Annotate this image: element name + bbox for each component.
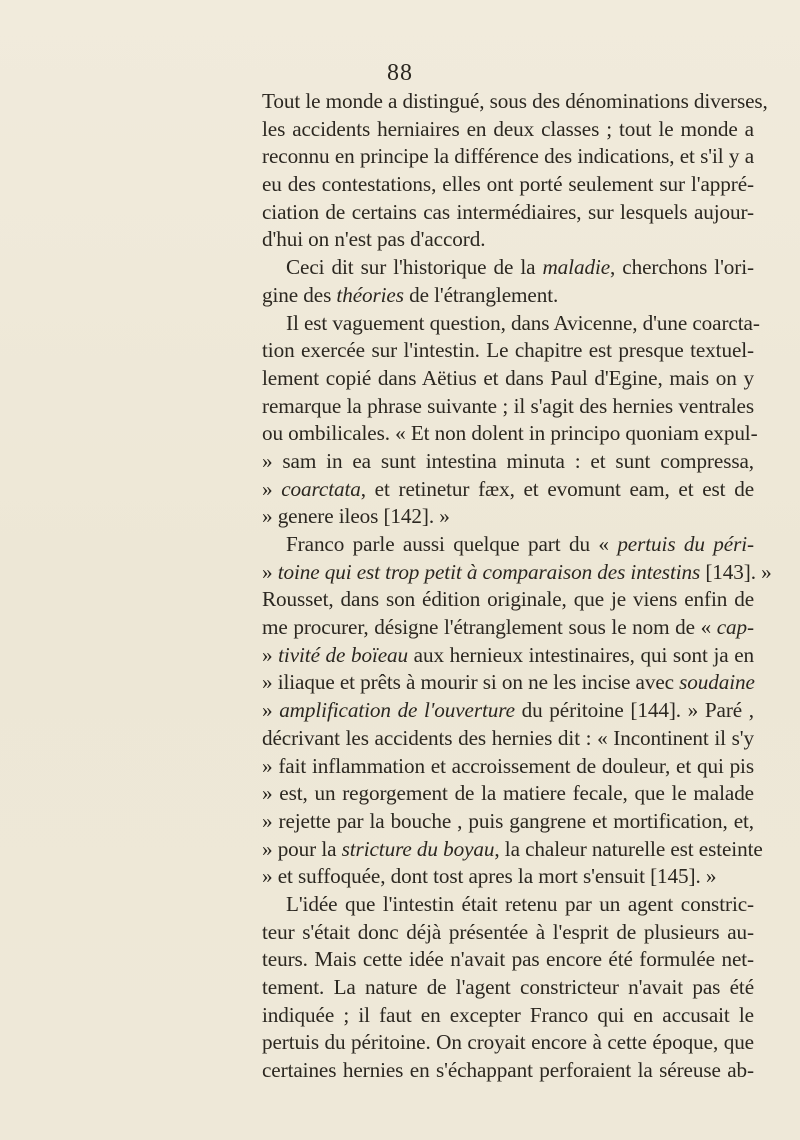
- text-line: tion exercée sur l'intestin. Le chapitre est presque textuel-: [262, 338, 754, 363]
- text-line: Franco parle aussi quelque part du « pertuis du péri-: [286, 532, 754, 556]
- text-line: Il est vaguement question, dans Avicenne, d'une coarcta-: [286, 310, 760, 335]
- text-line: » rejette par la bouche , puis gangrene et mortification, et,: [262, 808, 754, 833]
- page-number: 88: [387, 60, 413, 86]
- text-line: certaines hernies en s'échappant perforaient la séreuse ab-: [262, 1058, 754, 1083]
- body-text: [262, 88, 772, 1085]
- text-line: indiquée ; il faut en excepter Franco qui en accusait le: [262, 1002, 754, 1027]
- text-line: » iliaque et prêts à mourir si on ne les incise avec soudaine: [262, 670, 755, 695]
- text-line: me procurer, désigne l'étranglement sous le nom de « cap-: [262, 615, 754, 640]
- text-line: Ceci dit sur l'historique de la maladie, cherchons l'ori-: [286, 255, 754, 280]
- text-line: » pour la stricture du boyau, la chaleur naturelle est esteinte: [262, 836, 763, 861]
- text-line: ciation de certains cas intermédiaires, sur lesquels aujour-: [262, 199, 754, 224]
- text-line: eu des contestations, elles ont porté seulement sur l'appré-: [262, 172, 754, 197]
- text-line: » sam in ea sunt intestina minuta : et sunt compressa,: [262, 448, 754, 473]
- text-line: » amplification de l'ouverture du péritoine [144]. » Paré ,: [262, 698, 754, 723]
- text-line: tement. La nature de l'agent constricteur n'avait pas été: [262, 975, 754, 999]
- text-line: » genere ileos [142]. »: [262, 504, 450, 529]
- text-line: teur s'était donc déjà présentée à l'esprit de plusieurs au-: [262, 919, 754, 944]
- text-line: ou ombilicales. « Et non dolent in principo quoniam expul-: [262, 421, 758, 446]
- text-line: Tout le monde a distingué, sous des dénominations diverses,: [262, 89, 768, 113]
- text-line: » est, un regorgement de la matiere fecale, que le malade: [262, 781, 754, 806]
- text-line: décrivant les accidents des hernies dit : « Incontinent il s'y: [262, 725, 754, 750]
- text-line: les accidents herniaires en deux classes ; tout le monde a: [262, 116, 754, 141]
- text-line: remarque la phrase suivante ; il s'agit des hernies ventrales: [262, 393, 754, 418]
- text-line: Rousset, dans son édition originale, que je viens enfin de: [262, 587, 754, 612]
- text-line: reconnu en principe la différence des indications, et s'il y a: [262, 144, 754, 169]
- text-line: » toine qui est trop petit à comparaison des intestins [143]. »: [262, 559, 772, 584]
- text-line: teurs. Mais cette idée n'avait pas encore été formulée net-: [262, 947, 754, 972]
- text-line: » tivité de boïeau aux hernieux intestinaires, qui sont ja en: [262, 642, 754, 667]
- text-line: » fait inflammation et accroissement de douleur, et qui pis: [262, 753, 754, 778]
- text-line: pertuis du péritoine. On croyait encore à cette époque, que: [262, 1030, 754, 1055]
- text-line: lement copié dans Aëtius et dans Paul d'Egine, mais on y: [262, 365, 754, 390]
- text-line: L'idée que l'intestin était retenu par un agent constric-: [286, 891, 754, 916]
- text-line: d'hui on n'est pas d'accord.: [262, 227, 486, 252]
- text-line: » et suffoquée, dont tost apres la mort s'ensuit [145]. »: [262, 864, 717, 889]
- text-line: » coarctata, et retinetur fæx, et evomunt eam, et est de: [262, 476, 754, 501]
- text-line: gine des théories de l'étranglement.: [262, 282, 559, 307]
